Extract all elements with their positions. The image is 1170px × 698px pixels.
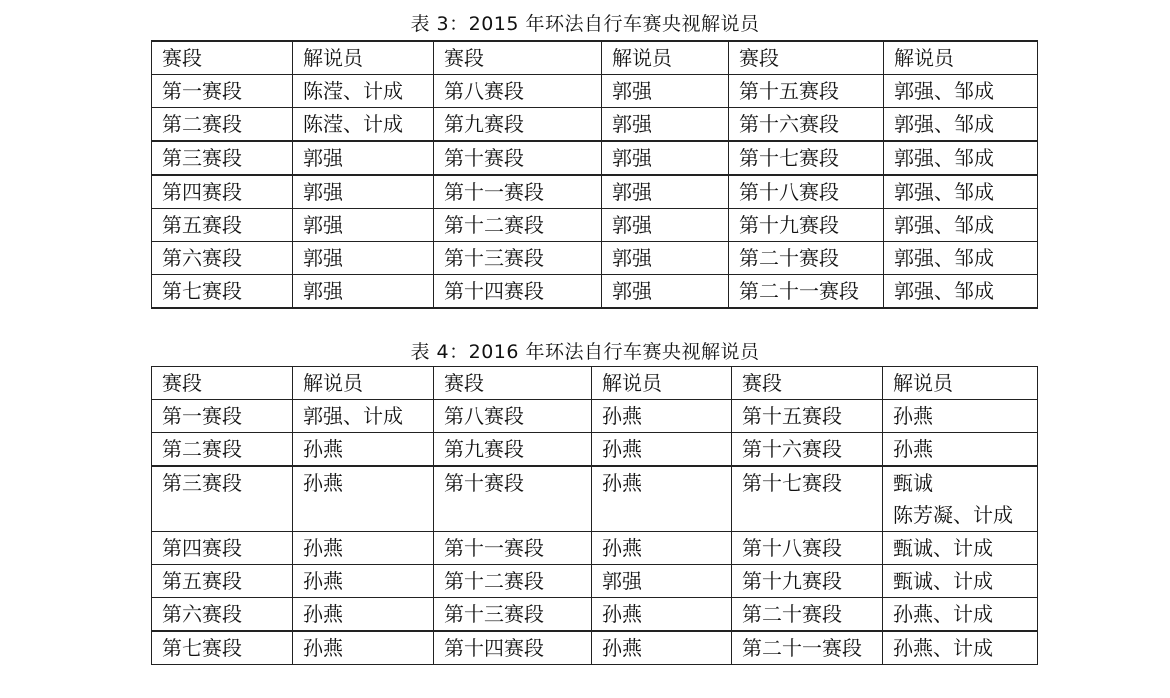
commentator-cell: 郭强、邹成 bbox=[884, 209, 1038, 242]
commentator-cell: 孙燕 bbox=[293, 433, 434, 467]
commentator-cell: 孙燕、计成 bbox=[883, 598, 1038, 632]
stage-cell: 第三赛段 bbox=[152, 466, 293, 532]
table-row bbox=[152, 141, 1038, 175]
header-cell: 赛段 bbox=[732, 367, 883, 400]
header-cell: 赛段 bbox=[434, 367, 592, 400]
stage-cell: 第十三赛段 bbox=[434, 242, 602, 275]
stage-cell: 第十一赛段 bbox=[434, 532, 592, 565]
table-row bbox=[152, 466, 1038, 532]
commentator-cell: 郭强、计成 bbox=[293, 400, 434, 433]
commentator-cell: 郭强 bbox=[602, 75, 729, 108]
stage-cell: 第五赛段 bbox=[152, 209, 293, 242]
stage-cell: 第十八赛段 bbox=[729, 175, 884, 209]
commentator-cell: 孙燕 bbox=[293, 532, 434, 565]
stage-cell: 第七赛段 bbox=[152, 275, 293, 309]
stage-cell: 第十一赛段 bbox=[434, 175, 602, 209]
stage-cell: 第三赛段 bbox=[152, 141, 293, 175]
stage-cell: 第十六赛段 bbox=[729, 108, 884, 142]
header-cell: 解说员 bbox=[884, 41, 1038, 75]
commentator-cell: 郭强 bbox=[592, 565, 732, 598]
stage-cell: 第一赛段 bbox=[152, 400, 293, 433]
commentator-cell: 孙燕 bbox=[592, 400, 732, 433]
commentator-cell: 孙燕 bbox=[592, 631, 732, 665]
commentator-cell: 陈滢、计成 bbox=[293, 108, 434, 142]
table-row bbox=[152, 275, 1038, 309]
commentator-cell: 郭强、邹成 bbox=[884, 275, 1038, 309]
table-row bbox=[152, 75, 1038, 108]
commentator-cell: 郭强 bbox=[293, 141, 434, 175]
table-header-row bbox=[152, 41, 1038, 75]
stage-cell: 第二赛段 bbox=[152, 108, 293, 142]
commentator-cell: 孙燕 bbox=[293, 466, 434, 532]
stage-cell: 第十八赛段 bbox=[732, 532, 883, 565]
stage-cell: 第六赛段 bbox=[152, 598, 293, 632]
commentator-cell: 郭强 bbox=[293, 209, 434, 242]
header-cell: 赛段 bbox=[729, 41, 884, 75]
stage-cell: 第十赛段 bbox=[434, 141, 602, 175]
table-row bbox=[152, 108, 1038, 142]
table-row bbox=[152, 433, 1038, 467]
stage-cell: 第十二赛段 bbox=[434, 209, 602, 242]
stage-cell: 第十三赛段 bbox=[434, 598, 592, 632]
commentator-cell: 郭强 bbox=[293, 242, 434, 275]
header-cell: 解说员 bbox=[293, 367, 434, 400]
commentator-cell: 孙燕 bbox=[883, 433, 1038, 467]
stage-cell: 第九赛段 bbox=[434, 108, 602, 142]
stage-cell: 第八赛段 bbox=[434, 75, 602, 108]
commentator-cell: 郭强 bbox=[602, 175, 729, 209]
commentator-line: 陈芳凝、计成 bbox=[893, 503, 1013, 527]
commentator-cell: 郭强 bbox=[602, 209, 729, 242]
commentator-cell: 孙燕 bbox=[592, 433, 732, 467]
table-header-row bbox=[152, 367, 1038, 400]
stage-cell: 第十五赛段 bbox=[729, 75, 884, 108]
commentator-cell: 孙燕 bbox=[293, 598, 434, 632]
commentator-cell: 郭强、邹成 bbox=[884, 175, 1038, 209]
commentator-cell: 孙燕 bbox=[293, 631, 434, 665]
stage-cell: 第六赛段 bbox=[152, 242, 293, 275]
table-row bbox=[152, 532, 1038, 565]
commentator-cell: 郭强、邹成 bbox=[884, 75, 1038, 108]
stage-cell: 第九赛段 bbox=[434, 433, 592, 467]
table-4-caption: 表 4：2016 年环法自行车赛央视解说员 bbox=[410, 341, 760, 363]
table-row bbox=[152, 175, 1038, 209]
stage-cell: 第四赛段 bbox=[152, 175, 293, 209]
commentator-cell: 甄诚、计成 bbox=[883, 565, 1038, 598]
commentator-cell: 甄诚、计成 bbox=[883, 532, 1038, 565]
stage-cell: 第五赛段 bbox=[152, 565, 293, 598]
stage-cell: 第十六赛段 bbox=[732, 433, 883, 467]
stage-cell: 第十九赛段 bbox=[729, 209, 884, 242]
stage-cell: 第十九赛段 bbox=[732, 565, 883, 598]
table-row bbox=[152, 242, 1038, 275]
stage-cell: 第二十赛段 bbox=[729, 242, 884, 275]
commentator-cell: 郭强 bbox=[602, 275, 729, 309]
commentator-cell: 郭强 bbox=[293, 275, 434, 309]
commentator-cell: 孙燕 bbox=[592, 532, 732, 565]
commentator-cell: 孙燕、计成 bbox=[883, 631, 1038, 665]
stage-cell: 第二十一赛段 bbox=[732, 631, 883, 665]
commentator-cell: 郭强 bbox=[602, 242, 729, 275]
stage-cell: 第十四赛段 bbox=[434, 275, 602, 309]
header-cell: 解说员 bbox=[602, 41, 729, 75]
commentator-cell: 郭强 bbox=[293, 175, 434, 209]
table-3-caption: 表 3：2015 年环法自行车赛央视解说员 bbox=[410, 13, 760, 35]
commentator-line: 甄诚 bbox=[893, 471, 933, 495]
header-cell: 解说员 bbox=[883, 367, 1038, 400]
stage-cell: 第十五赛段 bbox=[732, 400, 883, 433]
stage-cell: 第十七赛段 bbox=[729, 141, 884, 175]
stage-cell: 第一赛段 bbox=[152, 75, 293, 108]
stage-cell: 第七赛段 bbox=[152, 631, 293, 665]
table-3 bbox=[151, 40, 1038, 309]
header-cell: 解说员 bbox=[293, 41, 434, 75]
commentator-cell: 陈滢、计成 bbox=[293, 75, 434, 108]
stage-cell: 第二十一赛段 bbox=[729, 275, 884, 309]
commentator-cell: 孙燕 bbox=[293, 565, 434, 598]
table-row bbox=[152, 209, 1038, 242]
header-cell: 赛段 bbox=[152, 367, 293, 400]
header-cell: 赛段 bbox=[434, 41, 602, 75]
commentator-cell: 郭强 bbox=[602, 141, 729, 175]
stage-cell: 第八赛段 bbox=[434, 400, 592, 433]
stage-cell: 第二十赛段 bbox=[732, 598, 883, 632]
stage-cell: 第十七赛段 bbox=[732, 466, 883, 532]
commentator-cell: 孙燕 bbox=[592, 466, 732, 532]
table-row bbox=[152, 598, 1038, 632]
header-cell: 赛段 bbox=[152, 41, 293, 75]
table-row bbox=[152, 400, 1038, 433]
table-row bbox=[152, 565, 1038, 598]
commentator-cell: 郭强、邹成 bbox=[884, 242, 1038, 275]
commentator-cell: 郭强、邹成 bbox=[884, 141, 1038, 175]
commentator-cell: 郭强、邹成 bbox=[884, 108, 1038, 142]
commentator-cell bbox=[883, 466, 1038, 532]
stage-cell: 第四赛段 bbox=[152, 532, 293, 565]
stage-cell: 第十二赛段 bbox=[434, 565, 592, 598]
commentator-cell: 郭强 bbox=[602, 108, 729, 142]
commentator-cell: 孙燕 bbox=[592, 598, 732, 632]
commentator-cell: 孙燕 bbox=[883, 400, 1038, 433]
stage-cell: 第十赛段 bbox=[434, 466, 592, 532]
stage-cell: 第二赛段 bbox=[152, 433, 293, 467]
table-4 bbox=[151, 366, 1038, 665]
header-cell: 解说员 bbox=[592, 367, 732, 400]
table-row bbox=[152, 631, 1038, 665]
stage-cell: 第十四赛段 bbox=[434, 631, 592, 665]
